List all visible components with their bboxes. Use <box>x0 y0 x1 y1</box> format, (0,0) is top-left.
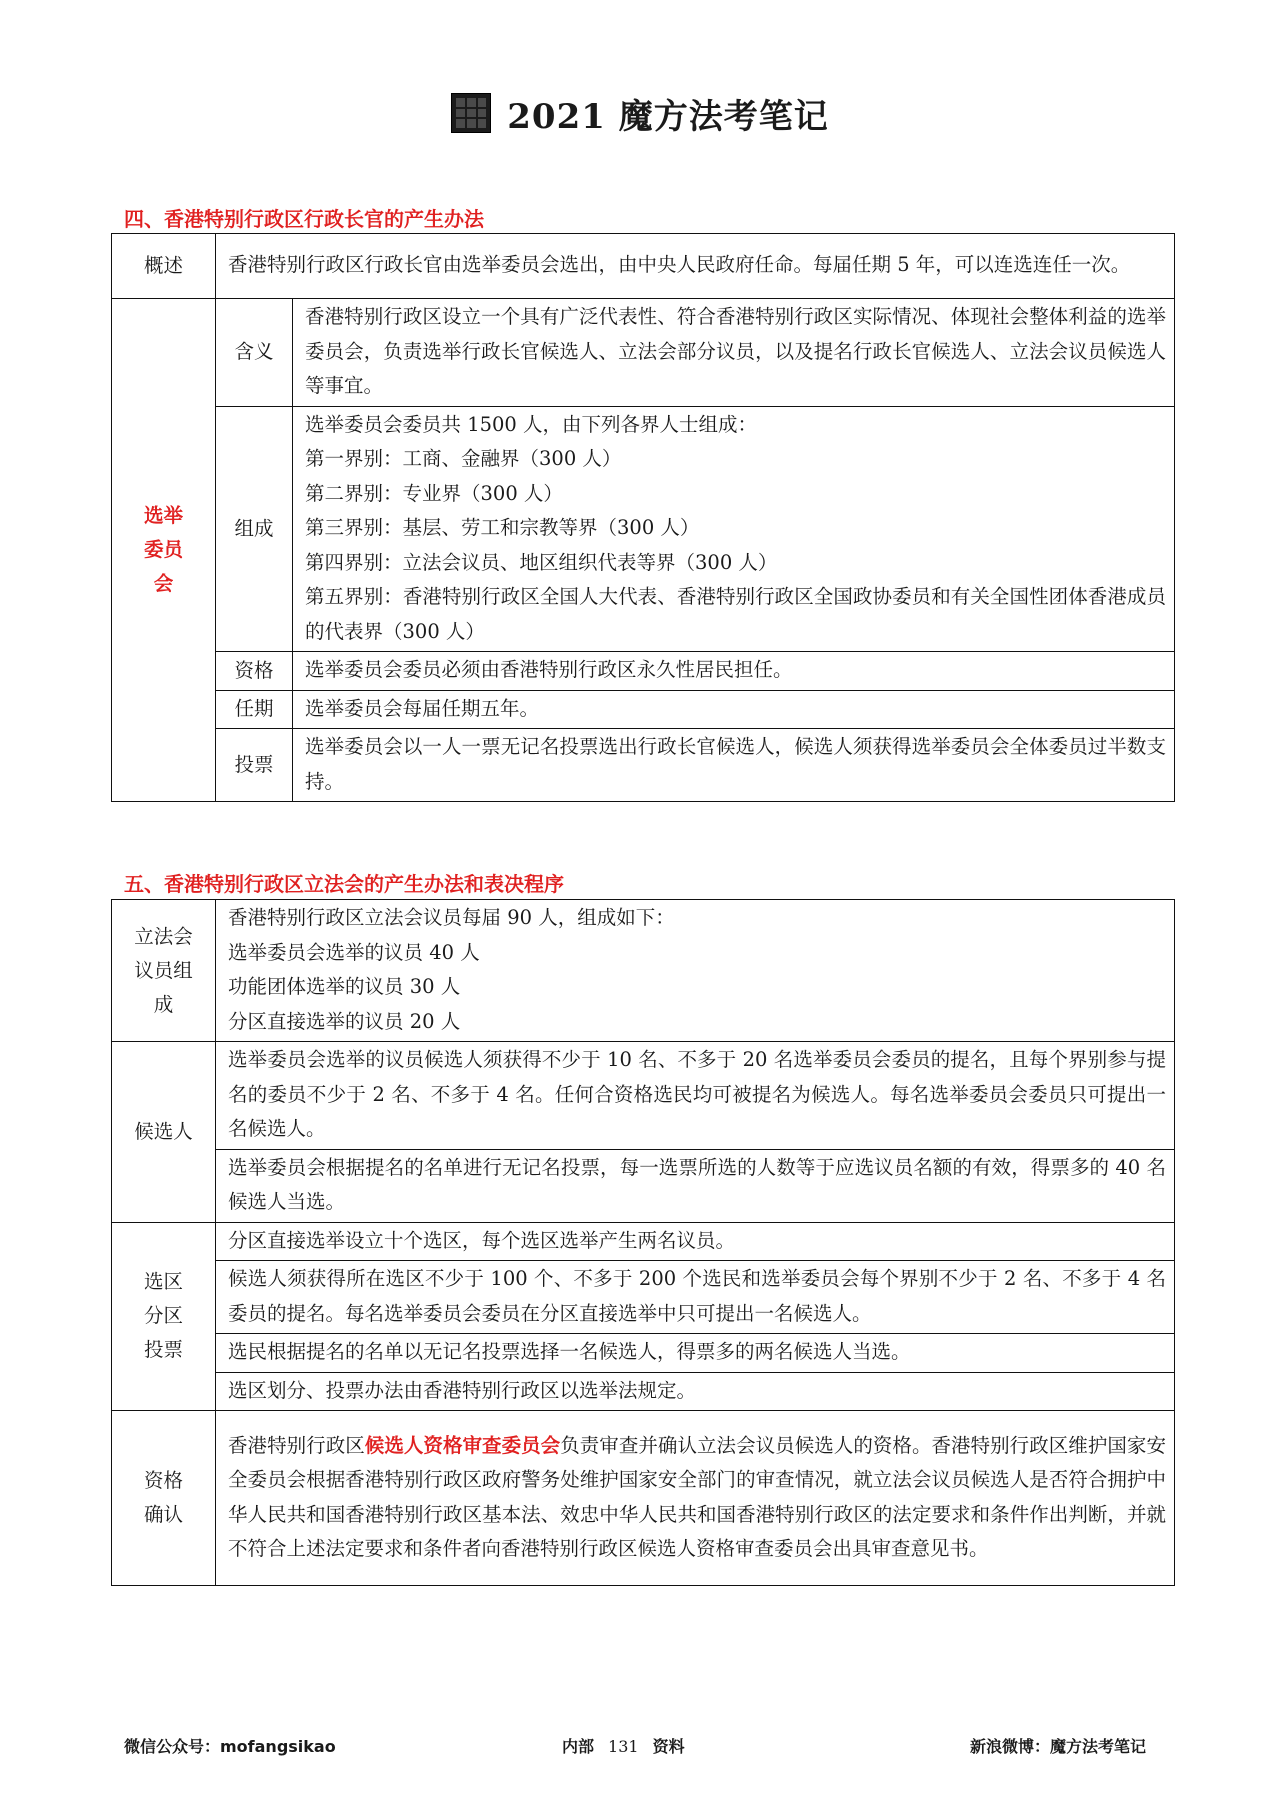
confirm-text-highlight: 候选人资格审查委员会 <box>364 1433 561 1457</box>
footer-material: 资料 <box>652 1737 685 1756</box>
table-row <box>112 1149 1175 1222</box>
table-row <box>112 1261 1175 1334</box>
section-4-title: 四、香港特别行政区行政长官的产生办法 <box>124 207 484 231</box>
overview-label: 概述 <box>112 234 216 299</box>
district-text-3: 选民根据提名的名单以无记名投票选择一名候选人，得票多的两名候选人当选。 <box>216 1334 1175 1373</box>
footer-weibo: 新浪微博：魔方法考笔记 <box>969 1737 1146 1756</box>
election-committee-label <box>112 299 216 802</box>
table-row <box>112 1372 1175 1411</box>
table-row <box>112 406 1175 652</box>
qualification-confirm-label <box>112 1411 216 1586</box>
district-text-4: 选区划分、投票办法由香港特别行政区以选举法规定。 <box>216 1372 1175 1411</box>
legco-composition-line: 功能团体选举的议员 30 人 <box>228 975 461 998</box>
composition-line: 第四界别：立法会议员、地区组织代表等界（300 人） <box>305 550 778 574</box>
candidate-text-1: 选举委员会选举的议员候选人须获得不少于 10 名、不多于 20 名选举委员会委员的提名，且每个界别参与提名的委员不少于 2 名、不多于 4 名。任何合资格选民均可被提名为候选人。每名选举委员会委员只可提出一名候选人。 <box>216 1042 1175 1150</box>
meaning-text: 香港特别行政区设立一个具有广泛代表性、符合香港特别行政区实际情况、体现社会整体利益的选举委员会，负责选举行政长官候选人、立法会部分议员，以及提名行政长官候选人、立法会议员候选人等事宜。 <box>293 299 1175 407</box>
term-text: 选举委员会每届任期五年。 <box>293 690 1175 729</box>
district-vote-label <box>112 1222 216 1411</box>
composition-label: 组成 <box>216 406 293 652</box>
meaning-label: 含义 <box>216 299 293 407</box>
legco-composition-label <box>112 900 216 1042</box>
composition-line: 第三界别：基层、劳工和宗教等界（300 人） <box>305 516 700 539</box>
footer-wechat: 微信公众号：mofangsikao <box>124 1737 336 1756</box>
composition-text <box>293 406 1175 652</box>
legco-composition-line: 选举委员会选举的议员 40 人 <box>228 940 480 964</box>
legco-composition-line: 分区直接选举的议员 20 人 <box>228 1009 461 1033</box>
page-number: 131 <box>608 1737 639 1756</box>
vote-label: 投票 <box>216 729 293 802</box>
overview-text: 香港特别行政区行政长官由选举委员会选出，由中央人民政府任命。每届任期 5 年，可以连选连任一次。 <box>216 234 1175 299</box>
section-5-title: 五、香港特别行政区立法会的产生办法和表决程序 <box>124 872 564 896</box>
section-4-table <box>111 233 1175 802</box>
footer-internal: 内部 <box>562 1737 595 1756</box>
table-row <box>112 234 1175 299</box>
page-header <box>0 88 1280 138</box>
table-row <box>112 900 1175 1042</box>
rubiks-cube-logo-icon <box>451 93 491 133</box>
legco-composition-text <box>216 900 1175 1042</box>
qualification-confirm-text <box>216 1411 1175 1586</box>
page-title: 2021 魔方法考笔记 <box>507 96 829 137</box>
table-row <box>112 1334 1175 1373</box>
composition-line: 第五界别：香港特别行政区全国人大代表、香港特别行政区全国政协委员和有关全国性团体香港成员的代表界（300 人） <box>305 585 1166 643</box>
table-row <box>112 299 1175 407</box>
candidate-text-2: 选举委员会根据提名的名单进行无记名投票，每一选票所选的人数等于应选议员名额的有效，得票多的 40 名候选人当选。 <box>216 1149 1175 1222</box>
legco-composition-line: 香港特别行政区立法会议员每届 90 人，组成如下： <box>228 906 675 929</box>
election-committee-label-text: 选举委员会 <box>143 504 183 595</box>
vote-text: 选举委员会以一人一票无记名投票选出行政长官候选人，候选人须获得选举委员会全体委员过半数支持。 <box>293 729 1175 802</box>
composition-line: 第一界别：工商、金融界（300 人） <box>305 447 622 470</box>
table-row <box>112 1042 1175 1150</box>
table-row <box>112 690 1175 729</box>
section-5-table <box>111 899 1175 1586</box>
term-label: 任期 <box>216 690 293 729</box>
qualification-confirm-label-text: 资格确认 <box>143 1469 183 1526</box>
footer-page-info <box>562 1734 685 1757</box>
table-row <box>112 729 1175 802</box>
candidate-label: 候选人 <box>112 1042 216 1223</box>
district-text-1: 分区直接选举设立十个选区，每个选区选举产生两名议员。 <box>216 1222 1175 1261</box>
confirm-text-post: 负责审查并确认立法会议员候选人的资格。香港特别行政区维护国家安全委员会根据香港特别行政区政府警务处维护国家安全部门的审查情况，就立法会议员候选人是否符合拥护中华人民共和国香港特别行政区基本法、效忠中华人民共和国香港特别行政区的法定要求和条件作出判断，并就不符合上述法定要求和条件者向香港特别行政区候选人资格审查委员会出具审查意见书。 <box>228 1433 1166 1560</box>
table-row <box>112 1411 1175 1586</box>
composition-line: 第二界别：专业界（300 人） <box>305 481 563 505</box>
qualification-text: 选举委员会委员必须由香港特别行政区永久性居民担任。 <box>293 652 1175 691</box>
district-vote-label-text: 选区分区投票 <box>143 1270 183 1362</box>
table-row <box>112 652 1175 691</box>
confirm-text-pre: 香港特别行政区 <box>228 1433 365 1457</box>
legco-composition-label-text: 立法会议员组成 <box>134 924 193 1016</box>
composition-line: 选举委员会委员共 1500 人，由下列各界人士组成： <box>305 412 758 436</box>
table-row <box>112 1222 1175 1261</box>
qualification-label: 资格 <box>216 652 293 691</box>
district-text-2: 候选人须获得所在选区不少于 100 个、不多于 200 个选民和选举委员会每个界别不少于 2 名、不多于 4 名委员的提名。每名选举委员会委员在分区直接选举中只可提出一名候选人。 <box>216 1261 1175 1334</box>
